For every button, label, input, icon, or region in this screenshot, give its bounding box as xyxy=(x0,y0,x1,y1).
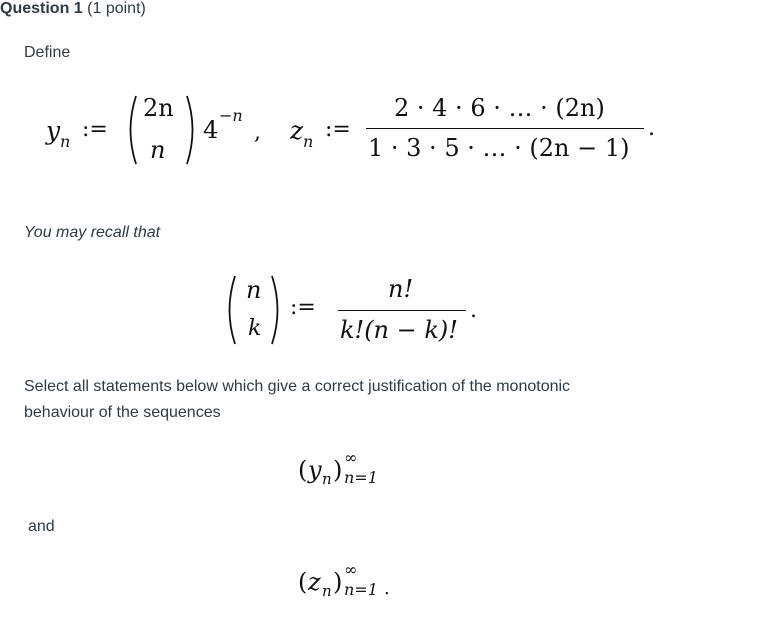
y-exponent: −n xyxy=(219,106,243,125)
z-period: . xyxy=(648,116,655,141)
binom-def-bottom: k xyxy=(248,316,262,341)
seq-y-sub: n xyxy=(322,470,332,488)
binom-def-left-paren xyxy=(223,274,237,346)
binom-def-top: n xyxy=(246,276,262,304)
binom-def-numerator: n! xyxy=(388,275,414,303)
z-definition xyxy=(280,88,680,178)
seq-z-period: . xyxy=(384,578,390,599)
sequence-y xyxy=(298,448,418,498)
seq-z-lower: n=1 xyxy=(344,580,378,599)
z-fraction-bar xyxy=(366,128,644,129)
y-base: 4 xyxy=(203,116,219,144)
seq-y-open: ( xyxy=(298,456,308,484)
binom-def-assign: := xyxy=(290,295,316,320)
seq-z-open: ( xyxy=(298,568,308,596)
seq-z-var: z xyxy=(308,568,321,596)
y-comma: , xyxy=(254,120,261,145)
seq-y-var: y xyxy=(308,456,322,484)
y-assign: := xyxy=(82,117,108,142)
question-points: (1 point) xyxy=(87,0,146,17)
seq-z-sub: n xyxy=(322,582,332,600)
question-title: Question 1 xyxy=(0,0,83,17)
y-lhs-var: y xyxy=(46,116,61,145)
z-assign: := xyxy=(325,117,351,142)
select-instruction-line1: Select all statements below which give a correct justification of the monotonic xyxy=(24,378,571,395)
question-header xyxy=(0,0,146,18)
define-label: Define xyxy=(24,44,71,61)
binom-left-paren xyxy=(124,94,138,166)
seq-y-sup: ∞ xyxy=(344,448,358,467)
y-lhs-sub: n xyxy=(60,132,71,151)
y-definition xyxy=(0,88,300,178)
binom-def-right-paren xyxy=(270,274,284,346)
seq-z-sup: ∞ xyxy=(344,560,358,579)
binom-definition xyxy=(220,270,500,360)
and-text: and xyxy=(28,518,55,535)
recall-text: You may recall that xyxy=(24,224,161,241)
binom-def-period: . xyxy=(470,298,477,323)
y-binom-bottom: n xyxy=(150,136,166,164)
seq-y-close: ) xyxy=(333,456,343,484)
seq-y-lower: n=1 xyxy=(344,468,378,487)
y-binom-top: 2n xyxy=(143,94,174,122)
sequence-z xyxy=(298,560,418,610)
z-denominator: 1 · 3 · 5 · … · (2n − 1) xyxy=(368,134,630,162)
select-instruction-line2: behaviour of the sequences xyxy=(24,404,221,421)
binom-right-paren xyxy=(185,94,199,166)
seq-z-close: ) xyxy=(333,568,343,596)
binom-def-denominator: k!(n − k)! xyxy=(340,316,458,344)
z-lhs-var: z xyxy=(290,116,304,145)
z-numerator: 2 · 4 · 6 · … · (2n) xyxy=(394,94,605,122)
binom-def-fraction-bar xyxy=(338,310,466,311)
z-lhs-sub: n xyxy=(303,132,314,151)
